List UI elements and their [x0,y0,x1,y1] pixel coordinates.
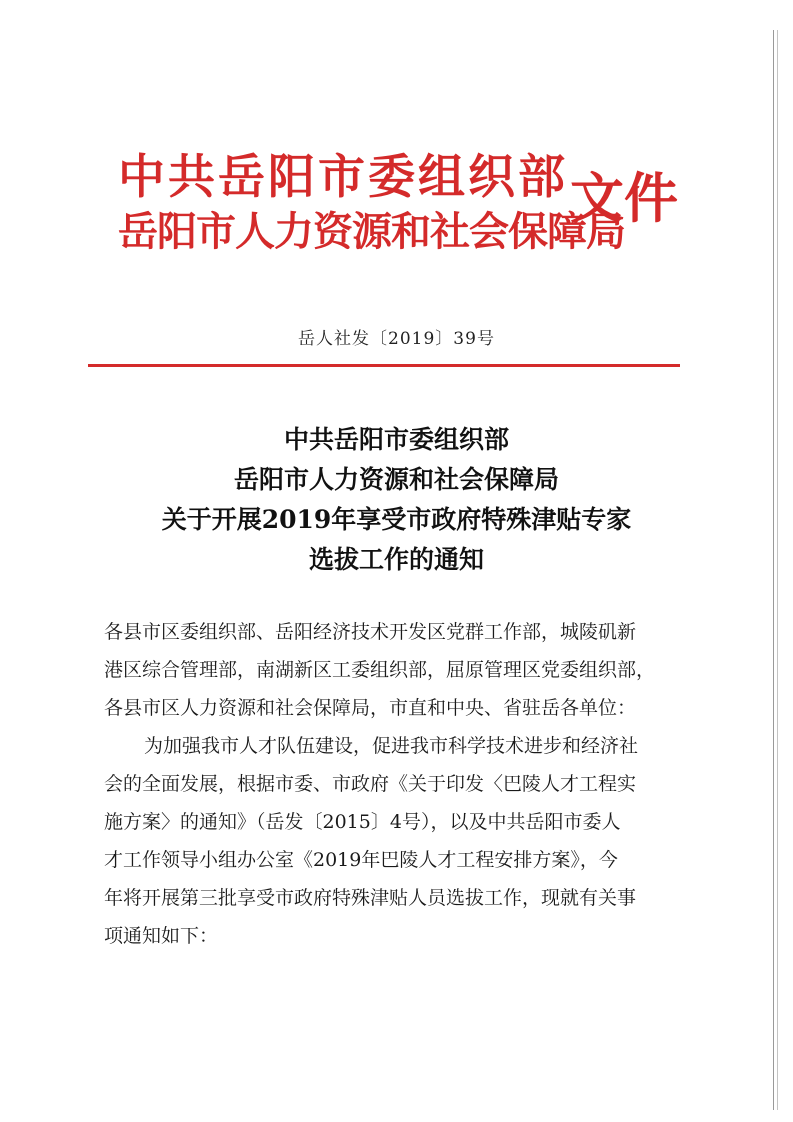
issuer-line-1: 中共岳阳市委组织部 [118,150,568,205]
title-line: 岳阳市人力资源和社会保障局 [233,465,559,494]
body-paragraph [104,727,694,955]
addressee-line: 各县市区人力资源和社会保障局，市直和中央、省驻岳各单位： [104,697,637,719]
doc-type-label: 文件 [570,166,678,230]
notice-body [104,613,694,955]
title-line: 选拔工作的通知 [308,545,484,574]
title-line: 关于开展2019年享受市政府特殊津贴专家 [161,505,632,534]
doc-number: 岳人社发〔2019〕39号 [298,329,495,349]
addressee-line: 港区综合管理部，南湖新区工委组织部，屈原管理区党委组织部， [104,659,656,681]
notice-title [0,420,793,580]
issuer-line-2: 岳阳市人力资源和社会保障局 [118,208,625,255]
paragraph-line: 施方案〉的通知》（岳发〔2015〕4号），以及中共岳阳市委人 [104,811,621,833]
paragraph-line: 为加强我市人才队伍建设，促进我市科学技术进步和经济社 [144,735,639,757]
paragraph-line: 会的全面发展，根据市委、市政府《关于印发〈巴陵人才工程实 [104,773,637,795]
paragraph-line: 才工作领导小组办公室《2019年巴陵人才工程安排方案》，今 [104,849,618,871]
scan-edge-line [773,30,774,1110]
addressee-line: 各县市区委组织部、岳阳经济技术开发区党群工作部，城陵矶新 [104,621,637,643]
title-line: 中共岳阳市委组织部 [283,425,509,454]
paragraph-line: 年将开展第三批享受市政府特殊津贴人员选拔工作，现就有关事 [104,887,637,909]
scan-edge-line [777,30,778,1110]
paragraph-line: 项通知如下： [104,925,219,947]
addressee-block [104,613,694,727]
issuer-header [118,120,678,270]
red-divider-rule [88,364,680,367]
